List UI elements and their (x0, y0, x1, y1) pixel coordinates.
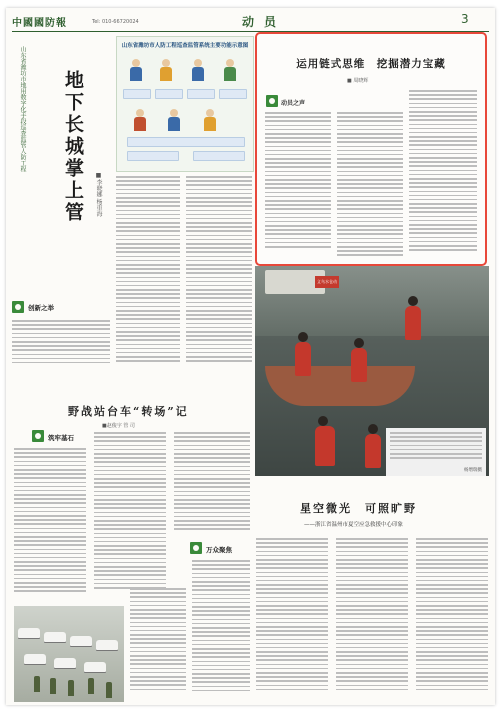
section-title: 动员 (242, 15, 287, 29)
function-chip (219, 89, 247, 99)
boat-shape (265, 366, 415, 406)
section-logo-icon (190, 542, 202, 554)
photo-caption (386, 428, 486, 476)
highlight-body-text (265, 112, 331, 250)
highlight-byline: ■ 周晓辉 (347, 78, 369, 84)
worker-figure-icon (129, 59, 143, 81)
page-number: 3 (461, 12, 469, 26)
article-body-text (186, 176, 252, 364)
infobox-title: 山东省潍坊市人防工程巡查监管系统主要功能示意图 (121, 43, 249, 49)
column-logo-icon (266, 95, 278, 107)
section-logo-icon (12, 301, 24, 313)
function-chip (123, 89, 151, 99)
highlight-body-text (337, 112, 403, 259)
article-underground-great-wall (12, 36, 252, 371)
worker-figure-icon (167, 109, 181, 131)
section-label: 创新之举 (28, 304, 54, 312)
article-title-vertical: 地下长城掌上管 (62, 70, 84, 224)
rescuer-figure (405, 306, 421, 340)
article-body-text (116, 176, 180, 364)
function-chip (187, 89, 215, 99)
newspaper-page (6, 8, 495, 705)
caption-byline: 杨增瑞摄 (464, 468, 482, 473)
section-banner (12, 300, 62, 314)
worker-figure-icon (133, 109, 147, 131)
rescuer-figure (315, 426, 335, 466)
bottom-right-body-text (416, 538, 488, 693)
dept-vertical-text: 山东省潍坊市地用数字化手段巡查监管人防工程 (19, 46, 26, 172)
worker-figure-icon (203, 109, 217, 131)
middle-body-text (14, 448, 86, 595)
article-byline: ■李晓娜 杨重海 (95, 172, 102, 217)
bottom-section-banner (190, 542, 250, 556)
function-chip (193, 151, 245, 161)
worker-figure-icon (223, 59, 237, 81)
middle-body-text (130, 588, 186, 693)
rescuer-figure (295, 342, 311, 376)
middle-article-byline: ■赵俊宇 管 司 (102, 423, 135, 429)
photo-sign: 义乌水仓动 (315, 276, 339, 288)
function-chip (155, 89, 183, 99)
header-tel: Tel: 010-66720024 (92, 19, 139, 25)
worker-figure-icon (159, 59, 173, 81)
page-header (6, 8, 495, 32)
rescuer-figure (365, 434, 381, 468)
worker-figure-icon (191, 59, 205, 81)
bottom-right-body-text (192, 560, 250, 694)
bottom-right-body-text (256, 538, 328, 693)
middle-body-text (94, 432, 166, 591)
function-chip (127, 151, 179, 161)
newspaper-logo: 中國國防報 (12, 18, 67, 29)
middle-article-title: 野战站台车“转场”记 (68, 405, 189, 418)
function-chip (127, 137, 245, 147)
highlighted-article[interactable] (255, 32, 487, 266)
section-logo-icon (32, 430, 44, 442)
bottom-right-article-title: 星空微光 可照旷野 (300, 502, 417, 515)
column-label: 动员之声 (281, 100, 306, 107)
middle-section-label: 筑牢基石 (48, 434, 74, 442)
bottom-right-body-text (336, 538, 408, 693)
bottom-right-article-subtitle: ——浙江省温州市夏空应急救援中心印象 (304, 522, 404, 528)
vehicles-photo (14, 606, 124, 702)
highlight-body-text (409, 90, 477, 253)
middle-body-text (174, 432, 250, 533)
bottom-section-label: 万众聚焦 (206, 546, 232, 554)
highlight-article-title: 运用链式思维 挖掘潜力宝藏 (296, 58, 446, 70)
function-diagram-box (116, 36, 254, 172)
article-body-text (12, 320, 110, 366)
rescuer-figure (351, 348, 367, 382)
